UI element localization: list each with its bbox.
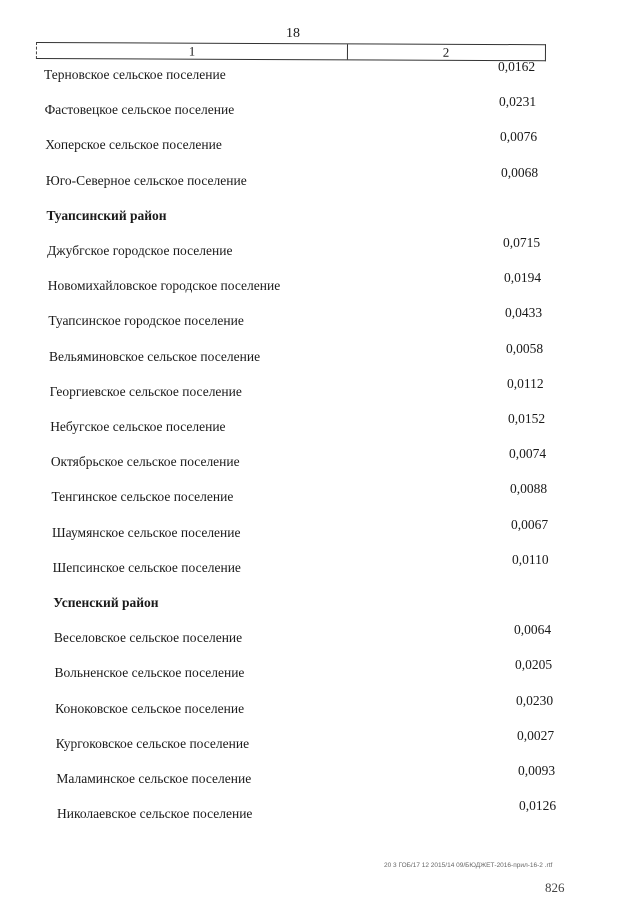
settlement-value: 0,0162 bbox=[498, 59, 536, 74]
footer-page-number: 826 bbox=[545, 880, 565, 895]
footer-file-code: 20 3 ГОБ/17 12 2015/14 09/БЮДЖЕТ-2016-прил-16-2 .rtf bbox=[384, 862, 553, 869]
settlement-name: Новомихайловское городское поселение bbox=[47, 278, 281, 294]
settlement-name: Николаевское сельское поселение bbox=[57, 806, 253, 822]
settlement-name: Шепсинское сельское поселение bbox=[52, 559, 241, 575]
settlement-name: Веселовское сельское поселение bbox=[53, 630, 243, 646]
settlement-value: 0,0067 bbox=[510, 516, 549, 532]
settlement-value: 0,0058 bbox=[505, 340, 544, 356]
settlement-name: Тенгинское сельское поселение bbox=[51, 489, 234, 505]
settlement-name: Георгиевское сельское поселение bbox=[49, 383, 242, 399]
settlement-value: 0,0110 bbox=[511, 551, 549, 567]
district-name: Успенский район bbox=[53, 595, 159, 610]
settlement-name: Кургоковское сельское поселение bbox=[55, 735, 250, 751]
settlement-name: Фастовецкое сельское поселение bbox=[44, 102, 235, 118]
settlement-value: 0,0074 bbox=[508, 446, 547, 462]
settlement-value: 0,0112 bbox=[506, 375, 544, 391]
settlement-name: Коноковское сельское поселение bbox=[55, 700, 245, 716]
settlement-value: 0,0205 bbox=[514, 657, 553, 673]
table-header-col1: 1 bbox=[37, 43, 348, 59]
settlement-value: 0,0231 bbox=[498, 94, 537, 110]
settlement-name: Вольненское сельское поселение bbox=[54, 665, 245, 681]
settlement-name: Туапсинское городское поселение bbox=[48, 313, 244, 329]
settlement-name: Октябрьское сельское поселение bbox=[50, 454, 240, 470]
settlement-name: Маламинское сельское поселение bbox=[56, 771, 252, 786]
settlement-name: Шаумянское сельское поселение bbox=[52, 524, 241, 540]
settlement-value: 0,0027 bbox=[516, 727, 555, 743]
table-header-col2: 2 bbox=[442, 44, 450, 60]
settlement-value: 0,0064 bbox=[513, 622, 552, 638]
settlement-value: 0,0126 bbox=[518, 798, 557, 814]
district-name: Туапсинский район bbox=[46, 207, 167, 223]
settlement-name: Вельяминовское сельское поселение bbox=[48, 348, 261, 364]
page-number: 18 bbox=[286, 26, 300, 41]
settlement-value: 0,0076 bbox=[499, 129, 538, 145]
settlement-value: 0,0715 bbox=[502, 235, 541, 250]
settlement-value: 0,0433 bbox=[504, 305, 543, 321]
settlement-value: 0,0088 bbox=[509, 481, 548, 497]
settlement-name: Терновское сельское поселение bbox=[44, 67, 226, 82]
settlement-name: Юго-Северное сельское поселение bbox=[45, 172, 247, 188]
settlement-value: 0,0068 bbox=[500, 164, 539, 180]
settlement-value: 0,0230 bbox=[515, 692, 554, 708]
settlement-value: 0,0152 bbox=[507, 411, 546, 426]
settlement-value: 0,0093 bbox=[517, 763, 556, 778]
settlement-name: Хоперское сельское поселение bbox=[45, 137, 222, 153]
settlement-name: Джубгское городское поселение bbox=[47, 243, 233, 258]
settlement-name: Небугское сельское поселение bbox=[50, 419, 226, 434]
settlement-value: 0,0194 bbox=[503, 270, 542, 286]
